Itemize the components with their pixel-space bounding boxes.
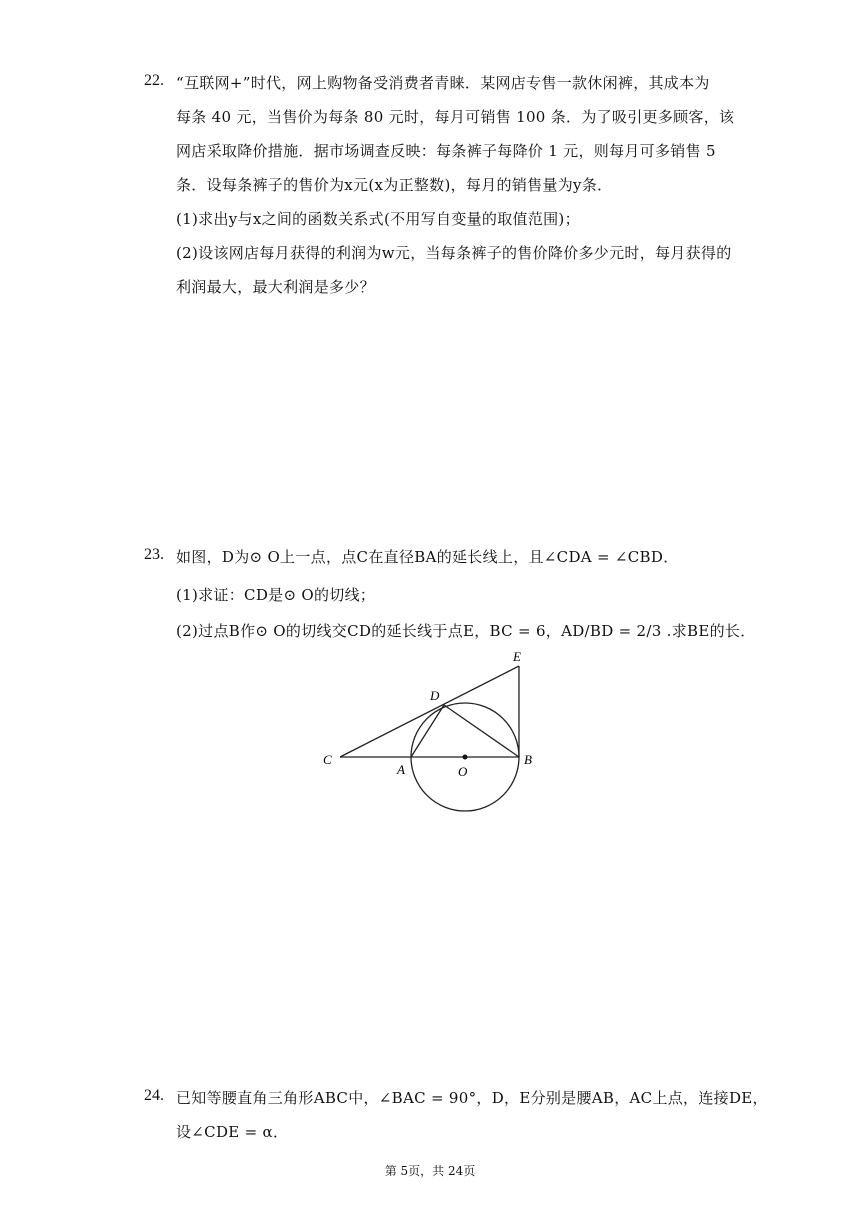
question-text-line: 设∠CDE = α． [176, 1123, 289, 1141]
label-b: B [524, 752, 532, 767]
question-text-line: 网店采取降价措施．据市场调查反映：每条裤子每降价 1 元，则每月可多销售 5 [176, 142, 716, 160]
question-subpart: (1)求出y与x之间的函数关系式(不用写自变量的取值范围)； [176, 210, 580, 228]
question-text-line: 条．设每条裤子的售价为x元(x为正整数)，每月的销售量为y条． [176, 176, 613, 194]
question-text-line: 如图，D为⊙ O上一点，点C在直径BA的延长线上，且∠CDA = ∠CBD． [176, 548, 679, 566]
segment-ce [340, 666, 519, 757]
question-number: 22. [144, 72, 164, 89]
question-subpart: (2)设该网店每月获得的利润为w元，当每条裤子的售价降价多少元时，每月获得的 [176, 244, 732, 262]
label-o: O [458, 764, 468, 779]
question-number: 23. [144, 546, 164, 563]
label-c: C [323, 752, 332, 767]
label-d: D [430, 688, 440, 703]
question-subpart: (1)求证：CD是⊙ O的切线； [176, 586, 376, 604]
question-text-line: 已知等腰直角三角形ABC中，∠BAC = 90°，D，E分别是腰AB，AC上点，连接DE， [176, 1089, 768, 1107]
label-e: E [513, 649, 521, 664]
question-subpart: (2)过点B作⊙ O的切线交CD的延长线于点E，BC = 6，AD/BD = 2/3 .求BE的长． [176, 622, 756, 640]
segment-db [444, 705, 519, 757]
question-text-line: 每条 40 元，当售价为每条 80 元时，每月可销售 100 条．为了吸引更多顾客，该 [176, 108, 735, 126]
center-point [463, 755, 468, 760]
page-footer: 第 5页，共 24页 [384, 1164, 476, 1178]
question-text-line: “互联网+”时代，网上购物备受消费者青睐．某网店专售一款休闲裤，其成本为 [176, 74, 710, 92]
label-a: A [397, 762, 405, 777]
question-number: 24. [144, 1087, 164, 1104]
question-text-line: 利润最大，最大利润是多少？ [176, 278, 375, 296]
